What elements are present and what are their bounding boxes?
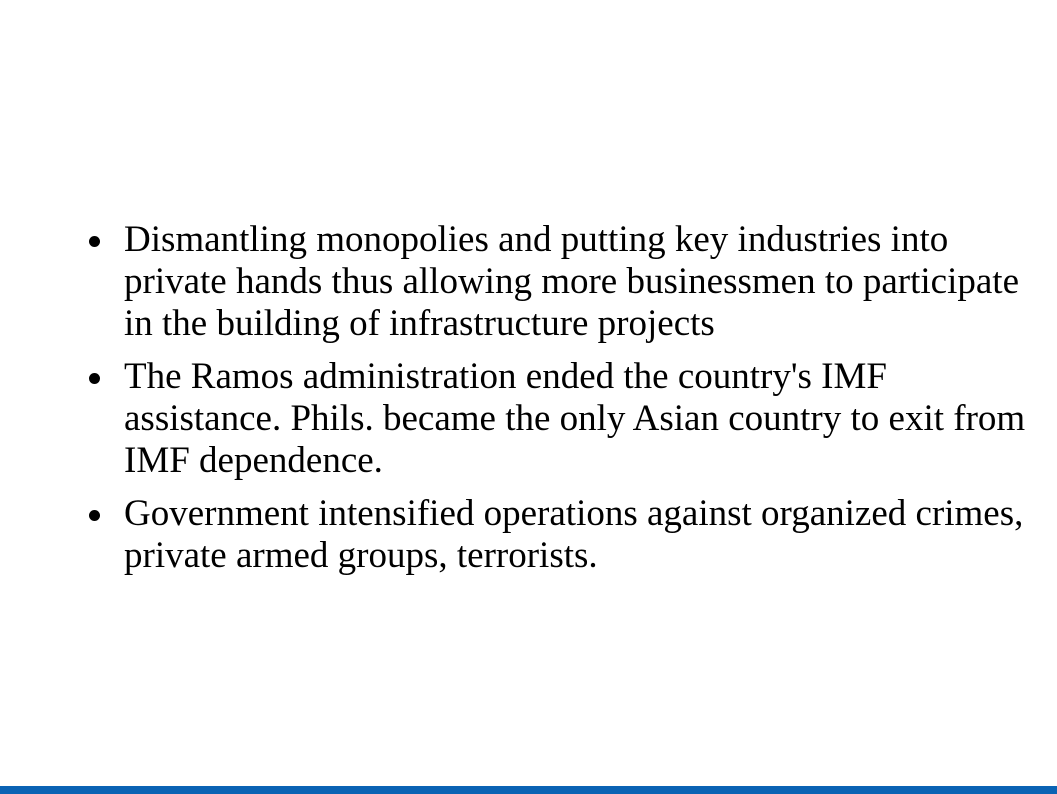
- bullet-dot-icon: [89, 236, 100, 247]
- bullet-dot-icon: [89, 510, 100, 521]
- bullet-item: [88, 219, 1038, 345]
- bullet-list: [88, 219, 1038, 588]
- bullet-dot-icon: [89, 373, 100, 384]
- bullet-text: Dismantling monopolies and putting key industries into private hands thus allowing more businessmen to participate in the building of infrastructure projects: [124, 219, 1019, 344]
- bullet-item: [88, 356, 1038, 482]
- footer-bar: [0, 786, 1057, 794]
- bullet-item: [88, 493, 1038, 577]
- bullet-text: The Ramos administration ended the country's IMF assistance. Phils. became the only Asian country to exit from IMF dependence.: [124, 356, 1026, 481]
- bullet-text: Government intensified operations against organized crimes, private armed groups, terrorists.: [124, 493, 1024, 576]
